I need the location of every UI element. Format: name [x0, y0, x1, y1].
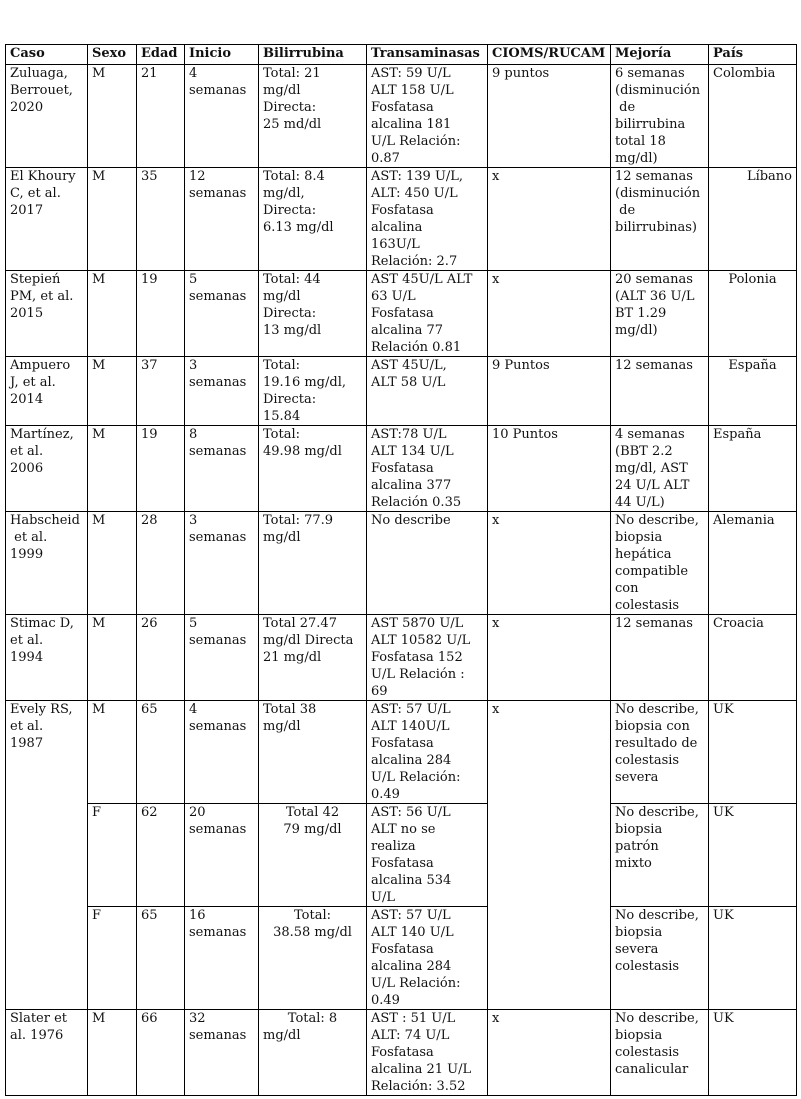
table-row	[6, 426, 797, 512]
cell-cioms: 9 Puntos	[488, 357, 611, 426]
cell-transaminasas: AST 45U/L ALT 63 U/L Fosfatasa alcalina 77 Relación 0.81	[367, 271, 488, 357]
cell-edad: 28	[137, 512, 185, 615]
cell-pais: España	[709, 357, 797, 426]
cell-pais: Colombia	[709, 65, 797, 168]
cell-pais: Croacia	[709, 615, 797, 701]
table-row	[6, 512, 797, 615]
cell-mejoria: No describe, biopsia severa colestasis	[611, 907, 709, 1010]
table-row	[6, 701, 797, 804]
cell-edad: 19	[137, 426, 185, 512]
cell-inicio: 5 semanas	[185, 615, 259, 701]
table-row	[6, 804, 797, 907]
cell-bilirrubina: Total 27.47 mg/dl Directa 21 mg/dl	[259, 615, 367, 701]
cell-bilirrubina: Total 42 79 mg/dl	[259, 804, 367, 907]
header-caso: Caso	[6, 45, 88, 65]
cell-cioms: x	[488, 701, 611, 1010]
cell-inicio: 16 semanas	[185, 907, 259, 1010]
cell-cioms: x	[488, 615, 611, 701]
cell-cioms: 9 puntos	[488, 65, 611, 168]
cell-inicio: 20 semanas	[185, 804, 259, 907]
cell-bilirrubina: Total: 44 mg/dl Directa: 13 mg/dl	[259, 271, 367, 357]
cell-sexo: M	[88, 426, 137, 512]
cell-mejoria: 12 semanas (disminución de bilirrubinas)	[611, 168, 709, 271]
cell-transaminasas: AST 5870 U/L ALT 10582 U/L Fosfatasa 152 U/L Relación : 69	[367, 615, 488, 701]
cell-cioms: x	[488, 168, 611, 271]
cell-cioms: x	[488, 271, 611, 357]
cell-sexo: M	[88, 271, 137, 357]
cell-edad: 65	[137, 701, 185, 804]
cell-bilirrubina: Total: 21 mg/dl Directa: 25 md/dl	[259, 65, 367, 168]
cell-pais: Alemania	[709, 512, 797, 615]
cell-sexo: M	[88, 168, 137, 271]
cell-sexo: M	[88, 1010, 137, 1096]
cell-edad: 62	[137, 804, 185, 907]
cell-bilirrubina: Total: 8.4 mg/dl, Directa: 6.13 mg/dl	[259, 168, 367, 271]
header-mejoria: Mejoría	[611, 45, 709, 65]
cell-mejoria: No describe, biopsia patrón mixto	[611, 804, 709, 907]
cell-inicio: 12 semanas	[185, 168, 259, 271]
cell-pais: UK	[709, 701, 797, 804]
header-edad: Edad	[137, 45, 185, 65]
cell-mejoria: 20 semanas (ALT 36 U/L BT 1.29 mg/dl)	[611, 271, 709, 357]
cell-caso: Stimac D, et al. 1994	[6, 615, 88, 701]
header-row	[6, 45, 797, 65]
cell-pais: España	[709, 426, 797, 512]
cell-transaminasas: AST: 59 U/L ALT 158 U/L Fosfatasa alcalina 181 U/L Relación: 0.87	[367, 65, 488, 168]
header-sexo: Sexo	[88, 45, 137, 65]
cell-mejoria: 12 semanas	[611, 357, 709, 426]
cell-bilirrubina: Total: 77.9 mg/dl	[259, 512, 367, 615]
cell-inicio: 4 semanas	[185, 701, 259, 804]
cell-caso: Stepień PM, et al. 2015	[6, 271, 88, 357]
table-row	[6, 907, 797, 1010]
table-row	[6, 271, 797, 357]
cell-inicio: 5 semanas	[185, 271, 259, 357]
cell-edad: 65	[137, 907, 185, 1010]
table-row	[6, 65, 797, 168]
cell-sexo: F	[88, 804, 137, 907]
cell-caso: Slater et al. 1976	[6, 1010, 88, 1096]
case-reports-table	[5, 44, 797, 1096]
cell-transaminasas: AST 45U/L, ALT 58 U/L	[367, 357, 488, 426]
cell-pais: UK	[709, 1010, 797, 1096]
header-cioms-rucam: CIOMS/RUCAM	[488, 45, 611, 65]
cell-mejoria: No describe, biopsia con resultado de colestasis severa	[611, 701, 709, 804]
cell-pais: Líbano	[709, 168, 797, 271]
header-transaminasas: Transaminasas	[367, 45, 488, 65]
cell-bilirrubina: Total 38 mg/dl	[259, 701, 367, 804]
cell-transaminasas: AST: 57 U/L ALT 140U/L Fosfatasa alcalina 284 U/L Relación: 0.49	[367, 701, 488, 804]
cell-sexo: M	[88, 615, 137, 701]
cell-bilirrubina: Total: 38.58 mg/dl	[259, 907, 367, 1010]
cell-caso: Martínez, et al. 2006	[6, 426, 88, 512]
cell-edad: 37	[137, 357, 185, 426]
cell-bilirrubina: Total: 19.16 mg/dl, Directa: 15.84	[259, 357, 367, 426]
cell-caso: Zuluaga, Berrouet, 2020	[6, 65, 88, 168]
cell-sexo: M	[88, 65, 137, 168]
table-row	[6, 1010, 797, 1096]
cell-pais: UK	[709, 907, 797, 1010]
cell-edad: 35	[137, 168, 185, 271]
cell-cioms: 10 Puntos	[488, 426, 611, 512]
cell-transaminasas: AST: 57 U/L ALT 140 U/L Fosfatasa alcalina 284 U/L Relación: 0.49	[367, 907, 488, 1010]
cell-cioms: x	[488, 512, 611, 615]
cell-edad: 21	[137, 65, 185, 168]
cell-bilirrubina: Total: 49.98 mg/dl	[259, 426, 367, 512]
cell-cioms: x	[488, 1010, 611, 1096]
cell-edad: 26	[137, 615, 185, 701]
cell-mejoria: 12 semanas	[611, 615, 709, 701]
cell-transaminasas: AST: 56 U/L ALT no se realiza Fosfatasa alcalina 534 U/L	[367, 804, 488, 907]
cell-mejoria: 6 semanas (disminución de bilirrubina total 18 mg/dl)	[611, 65, 709, 168]
cell-edad: 19	[137, 271, 185, 357]
cell-mejoria: No describe, biopsia colestasis canalicular	[611, 1010, 709, 1096]
cell-inicio: 3 semanas	[185, 357, 259, 426]
cell-bilirrubina: Total: 8 mg/dl	[259, 1010, 367, 1096]
cell-sexo: M	[88, 512, 137, 615]
cell-transaminasas: AST:78 U/L ALT 134 U/L Fosfatasa alcalina 377 Relación 0.35	[367, 426, 488, 512]
header-bilirrubina: Bilirrubina	[259, 45, 367, 65]
cell-transaminasas: AST : 51 U/L ALT: 74 U/L Fosfatasa alcalina 21 U/L Relación: 3.52	[367, 1010, 488, 1096]
cell-caso: El Khoury C, et al. 2017	[6, 168, 88, 271]
cell-mejoria: No describe, biopsia hepática compatible con colestasis	[611, 512, 709, 615]
cell-sexo: F	[88, 907, 137, 1010]
cell-inicio: 4 semanas	[185, 65, 259, 168]
table-row	[6, 357, 797, 426]
header-pais: País	[709, 45, 797, 65]
cell-inicio: 8 semanas	[185, 426, 259, 512]
cell-inicio: 3 semanas	[185, 512, 259, 615]
cell-edad: 66	[137, 1010, 185, 1096]
cell-caso: Ampuero J, et al. 2014	[6, 357, 88, 426]
cell-transaminasas: No describe	[367, 512, 488, 615]
cell-pais: UK	[709, 804, 797, 907]
cell-inicio: 32 semanas	[185, 1010, 259, 1096]
cell-mejoria: 4 semanas (BBT 2.2 mg/dl, AST 24 U/L ALT 44 U/L)	[611, 426, 709, 512]
header-inicio: Inicio	[185, 45, 259, 65]
table-row	[6, 168, 797, 271]
cell-transaminasas: AST: 139 U/L, ALT: 450 U/L Fosfatasa alcalina 163U/L Relación: 2.7	[367, 168, 488, 271]
cell-sexo: M	[88, 357, 137, 426]
cell-pais: Polonia	[709, 271, 797, 357]
table-row	[6, 615, 797, 701]
cell-caso: Habscheid et al. 1999	[6, 512, 88, 615]
cell-sexo: M	[88, 701, 137, 804]
cell-caso: Evely RS, et al. 1987	[6, 701, 88, 1010]
